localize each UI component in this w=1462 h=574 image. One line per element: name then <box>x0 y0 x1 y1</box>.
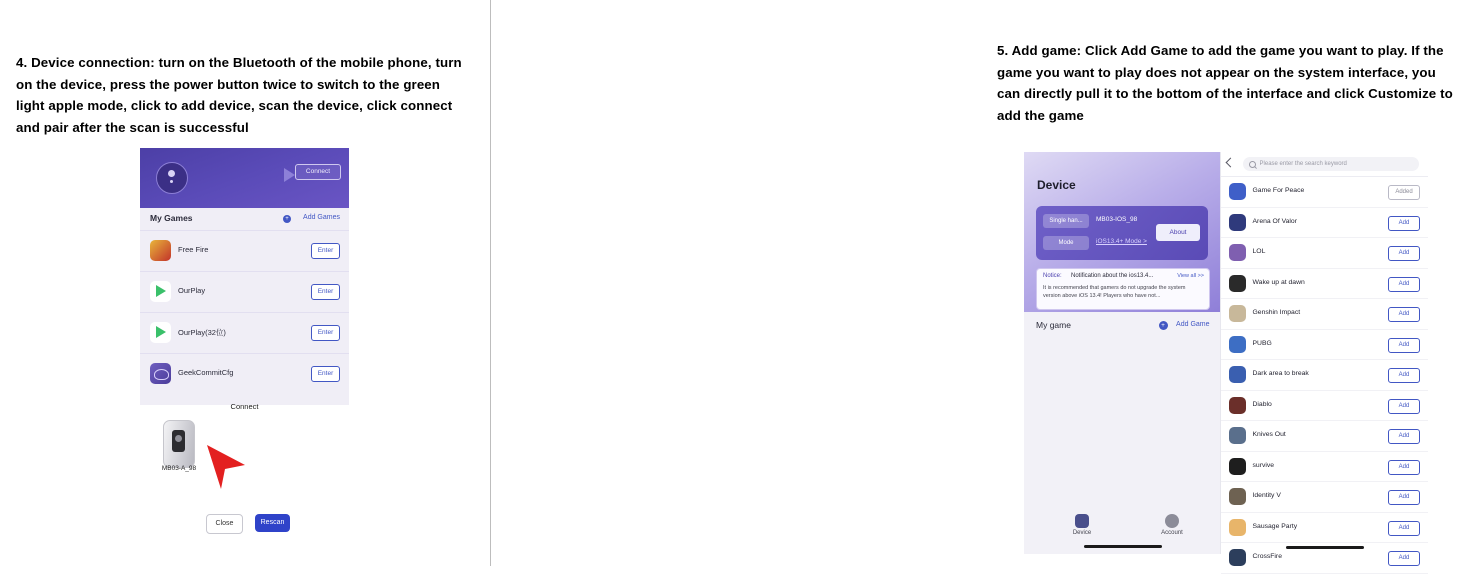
game-name: OurPlay(32位) <box>178 328 226 337</box>
game-row[interactable] <box>140 353 349 394</box>
list-item[interactable] <box>1221 360 1428 391</box>
plus-icon[interactable]: + <box>283 215 291 223</box>
left-panel <box>0 0 491 566</box>
list-item[interactable] <box>1221 452 1428 483</box>
home-indicator <box>1286 546 1364 549</box>
game-row[interactable] <box>140 271 349 312</box>
game-row[interactable] <box>140 312 349 353</box>
my-games-header <box>140 208 349 230</box>
game-icon <box>1229 488 1246 505</box>
game-name: Sausage Party <box>1252 522 1298 530</box>
add-game-screen <box>1220 152 1428 561</box>
device-title: Device <box>1037 178 1076 192</box>
my-games-label: My Games <box>150 213 193 223</box>
game-name: Diablo <box>1252 400 1272 408</box>
add-game-button[interactable]: Add Game <box>1176 321 1210 328</box>
device-name-label: MB03-A_98 <box>161 465 197 472</box>
search-bar-row <box>1221 152 1428 177</box>
connect-button[interactable]: Connect <box>295 164 341 180</box>
game-icon <box>1229 397 1246 414</box>
add-button[interactable]: Add <box>1388 429 1420 444</box>
enter-button[interactable]: Enter <box>311 284 340 300</box>
game-name: PUBG <box>1252 339 1272 347</box>
left-app-screenshot <box>140 148 349 405</box>
game-name: Genshin Impact <box>1252 309 1301 316</box>
app-logo-icon <box>156 162 188 194</box>
search-placeholder: Please enter the search keyword <box>1259 160 1347 167</box>
list-item[interactable] <box>1221 269 1428 300</box>
game-icon <box>1229 244 1246 261</box>
game-name: Dark area to break <box>1252 370 1309 377</box>
game-icon <box>150 281 171 302</box>
add-button[interactable]: Add <box>1388 460 1420 475</box>
notice-view-all-link[interactable]: View all >> <box>1177 273 1204 279</box>
add-button[interactable]: Add <box>1388 551 1420 566</box>
game-icon <box>150 363 171 384</box>
game-name: Wake up at dawn <box>1252 278 1305 286</box>
game-name: Identity V <box>1252 492 1281 499</box>
red-arrow-annotation <box>205 443 247 491</box>
game-row[interactable] <box>140 230 349 271</box>
tab-account-label: Account <box>1161 530 1183 536</box>
notice-card[interactable] <box>1036 268 1210 310</box>
connect-label: Connect <box>230 402 259 411</box>
added-button: Added <box>1388 185 1420 200</box>
game-icon <box>1229 275 1246 292</box>
account-icon <box>1165 514 1179 528</box>
game-icon <box>1229 214 1246 231</box>
tab-account[interactable] <box>1142 514 1202 536</box>
game-icon <box>1229 336 1246 353</box>
add-button[interactable]: Add <box>1388 246 1420 261</box>
enter-button[interactable]: Enter <box>311 325 340 341</box>
game-icon <box>1229 366 1246 383</box>
tab-device-label: Device <box>1072 530 1092 536</box>
plus-icon[interactable]: + <box>1159 321 1168 330</box>
list-item[interactable] <box>1221 208 1428 239</box>
gamepad-icon <box>1075 514 1089 528</box>
tab-device[interactable] <box>1052 514 1112 536</box>
rescan-button[interactable]: Rescan <box>255 514 290 532</box>
add-button[interactable]: Add <box>1388 277 1420 292</box>
game-name: OurPlay <box>178 286 206 295</box>
device-info-card <box>1036 206 1208 260</box>
add-games-button[interactable]: Add Games <box>303 214 340 221</box>
add-button[interactable]: Add <box>1388 399 1420 414</box>
list-item[interactable] <box>1221 482 1428 513</box>
right-panel <box>491 0 1453 566</box>
game-icon <box>150 240 171 261</box>
enter-button[interactable]: Enter <box>311 243 340 259</box>
my-game-label: My game <box>1036 320 1071 330</box>
close-button[interactable]: Close <box>206 514 243 534</box>
mode-value[interactable]: iOS13.4+ Mode > <box>1096 238 1147 245</box>
game-icon <box>150 322 171 343</box>
list-item[interactable] <box>1221 421 1428 452</box>
mode-label: Mode <box>1043 236 1089 250</box>
list-item[interactable] <box>1221 177 1428 208</box>
device-home-screen <box>1024 152 1220 554</box>
home-indicator <box>1084 545 1162 548</box>
game-name: Knives Out <box>1252 431 1286 438</box>
game-icon <box>1229 183 1246 200</box>
list-item[interactable] <box>1221 513 1428 544</box>
game-name: survive <box>1252 461 1275 469</box>
back-chevron-icon[interactable] <box>1225 158 1235 168</box>
play-icon <box>284 168 295 182</box>
search-input[interactable] <box>1243 157 1419 171</box>
left-caption: 4. Device connection: turn on the Bluetooth of the mobile phone, turn on the device, press the power button twice to switch to the green light apple mode, click to add device, scan the device, click connect and pair after the scan is successful <box>16 55 462 135</box>
device-hero-banner <box>1024 152 1220 312</box>
game-icon <box>1229 305 1246 322</box>
game-icon <box>1229 427 1246 444</box>
game-name: Game For Peace <box>1252 187 1305 194</box>
game-icon <box>1229 519 1246 536</box>
game-name: Free Fire <box>178 245 209 254</box>
tab-bar <box>1024 506 1220 554</box>
add-button[interactable]: Add <box>1388 521 1420 536</box>
add-button[interactable]: Add <box>1388 338 1420 353</box>
about-button[interactable]: About <box>1156 224 1200 241</box>
single-hand-label: Single han... <box>1043 214 1089 228</box>
game-name: LOL <box>1252 248 1266 255</box>
add-button[interactable]: Add <box>1388 368 1420 383</box>
game-name: CrossFire <box>1252 553 1282 560</box>
enter-button[interactable]: Enter <box>311 366 340 382</box>
notice-body: It is recommended that gamers do not upgrade the system version above iOS 13.4! Players who have not... <box>1043 285 1186 300</box>
game-name: Arena Of Valor <box>1252 217 1297 225</box>
app-hero-banner <box>140 148 349 208</box>
notice-title: Notification about the ios13.4... <box>1071 273 1154 279</box>
right-caption: 5. Add game: Click Add Game to add the game you want to play. If the game you want to play does not appear on the system interface, you can directly pull it to the bottom of the interface and click Customize to add the game <box>997 43 1453 123</box>
list-item[interactable] <box>1221 299 1428 330</box>
add-button[interactable]: Add <box>1388 216 1420 231</box>
single-hand-value: MB03-IOS_98 <box>1096 216 1138 223</box>
game-icon <box>1229 458 1246 475</box>
search-icon <box>1249 161 1256 168</box>
game-name: GeekCommitCfg <box>178 368 234 377</box>
game-icon <box>1229 549 1246 566</box>
device-image <box>163 420 195 468</box>
right-app-screenshot <box>1024 152 1428 561</box>
list-item[interactable] <box>1221 391 1428 422</box>
list-item[interactable] <box>1221 330 1428 361</box>
add-button[interactable]: Add <box>1388 307 1420 322</box>
list-item[interactable] <box>1221 238 1428 269</box>
add-button[interactable]: Add <box>1388 490 1420 505</box>
notice-label: Notice: <box>1043 273 1062 279</box>
